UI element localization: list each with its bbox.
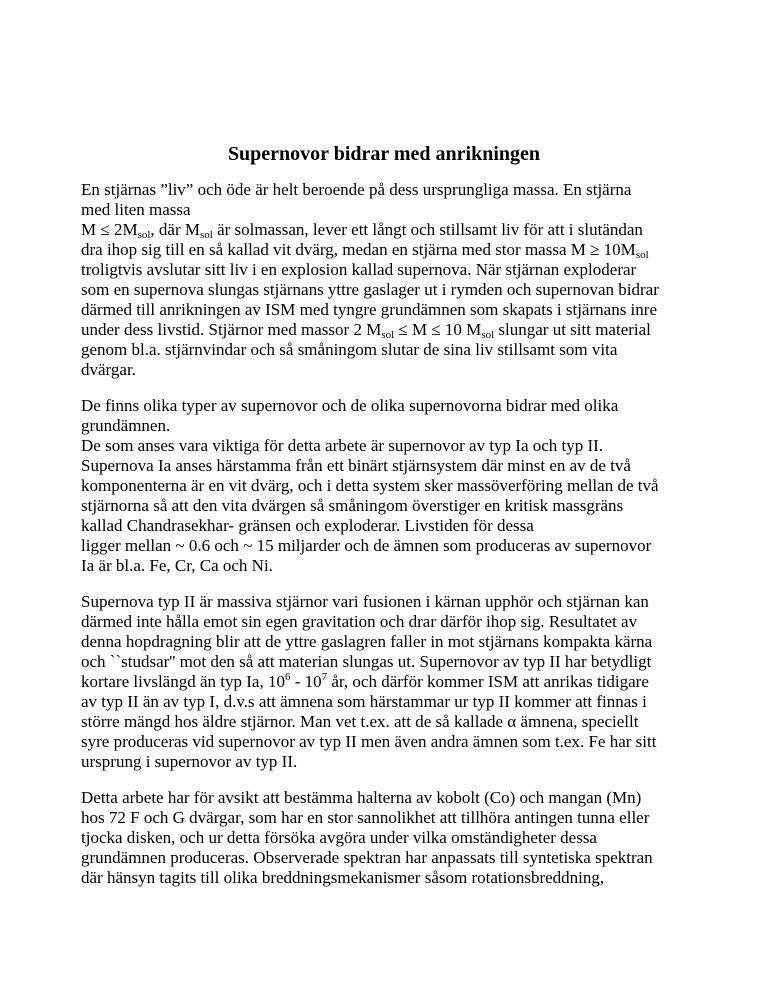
paragraph-4-line-5: där hänsyn tagits till olika breddningsmekanismer såsom rotationsbreddning, — [81, 868, 605, 887]
paragraph-4-line-4: grundämnen produceras. Observerade spektran har anpassats till syntetiska spektran — [81, 848, 653, 867]
paragraph-2-line-1: De finns olika typer av supernovor och de olika supernovorna bidrar med olika — [81, 396, 619, 415]
paragraph-2-line-6: stjärnorna så att den vita dvärgen så småningom överstiger en kritisk massgräns — [81, 496, 624, 515]
subscript-sol: sol — [199, 229, 213, 241]
paragraph-1-line-1: En stjärnas ”liv” och öde är helt beroende på dess ursprungliga massa. En stjärna — [81, 180, 632, 199]
text-run: dra ihop sig till en så kallad vit dvärg, medan en stjärna med stor massa M ≥ 10M — [81, 240, 636, 259]
paragraph-1-line-2: med liten massa — [81, 200, 191, 219]
subscript-sol: sol — [635, 249, 649, 261]
paragraph-3-line-7: större mängd hos äldre stjärnor. Man vet t.ex. att de så kallade α ämnena, speciellt — [81, 712, 639, 731]
superscript-exponent: 7 — [321, 671, 328, 683]
paragraph-4-line-2: hos 72 F och G dvärgar, som har en stor sannolikhet att tillhöra antingen tunna eller — [81, 808, 650, 827]
paragraph-1-line-8 — [81, 320, 651, 340]
subscript-sol: sol — [481, 329, 495, 341]
paragraph-2-line-4: Supernova Ia anses härstamma från ett binärt stjärnsystem där minst en av de två — [81, 456, 631, 475]
paragraph-2-line-2: grundämnen. — [81, 416, 171, 435]
paragraph-3-line-5 — [81, 672, 649, 692]
document-title: Supernovor bidrar med anrikningen — [227, 143, 541, 165]
text-run: år, och därför kommer ISM att anrikas tidigare — [327, 672, 649, 691]
paragraph-3-line-2: därmed inte hålla emot sin egen gravitation och drar därför ihop sig. Resultatet av — [81, 612, 638, 631]
paragraph-1-line-10: dvärgar. — [81, 360, 136, 379]
paragraph-1-line-3 — [81, 220, 643, 240]
superscript-exponent: 6 — [284, 671, 291, 683]
text-run: M ≤ 2M — [81, 220, 138, 239]
text-run: ≤ M ≤ 10 M — [394, 320, 482, 339]
paragraph-3-line-6: av typ II än av typ I, d.v.s att ämnena som härstammar ur typ II kommer att finnas i — [81, 692, 647, 711]
paragraph-2-line-7: kallad Chandrasekhar- gränsen och exploderar. Livstiden för dessa — [81, 516, 534, 535]
paragraph-1-line-4 — [81, 240, 649, 260]
paragraph-3-line-8: syre produceras vid supernovor av typ II men även andra ämnen som t.ex. Fe har sitt — [81, 732, 657, 751]
paragraph-3-line-9: ursprung i supernovor av typ II. — [81, 752, 298, 771]
text-run: kortare livslängd än typ Ia, 10 — [81, 672, 285, 691]
paragraph-1-line-9: genom bl.a. stjärnvindar och så småningom slutar de sina liv stillsamt som vita — [81, 340, 618, 359]
text-run: är solmassan, lever ett långt och stillsamt liv för att i slutändan — [212, 220, 643, 239]
subscript-sol: sol — [381, 329, 395, 341]
subscript-sol: sol — [137, 229, 151, 241]
paragraph-3-line-4: och ``studsar'' mot den så att materian slungas ut. Supernovor av typ II har betydligt — [81, 652, 652, 671]
paragraph-2-line-9: Ia är bl.a. Fe, Cr, Ca och Ni. — [81, 556, 273, 575]
paragraph-2-line-3: De som anses vara viktiga för detta arbete är supernovor av typ Ia och typ II. — [81, 436, 604, 455]
paragraph-3-line-1: Supernova typ II är massiva stjärnor vari fusionen i kärnan upphör och stjärnan kan — [81, 592, 649, 611]
paragraph-4-line-1: Detta arbete har för avsikt att bestämma halterna av kobolt (Co) och mangan (Mn) — [81, 788, 642, 807]
paragraph-3-line-3: denna hopdragning blir att de yttre gaslagren faller in mot stjärnans kompakta kärna — [81, 632, 653, 651]
paragraph-1-line-7: därmed till anrikningen av ISM med tyngre grundämnen som skapats i stjärnans inre — [81, 300, 657, 319]
paragraph-2-line-5: komponenterna är en vit dvärg, och i detta system sker massöverföring mellan de två — [81, 476, 659, 495]
paragraph-4-line-3: tjocka disken, och ur detta försöka avgöra under vilka omständigheter dessa — [81, 828, 597, 847]
paragraph-1-line-5: troligtvis avslutar sitt liv i en explosion kallad supernova. När stjärnan exploderar — [81, 260, 637, 279]
paragraph-1-line-6: som en supernova slungas stjärnans yttre gaslager ut i rymden och supernovan bidrar — [81, 280, 659, 299]
text-run: - 10 — [290, 672, 322, 691]
text-run: slungar ut sitt material — [494, 320, 651, 339]
text-run: under dess livstid. Stjärnor med massor 2 M — [81, 320, 382, 339]
paragraph-2-line-8: ligger mellan ~ 0.6 och ~ 15 miljarder och de ämnen som produceras av supernovor — [81, 536, 652, 555]
text-run: , där M — [150, 220, 200, 239]
